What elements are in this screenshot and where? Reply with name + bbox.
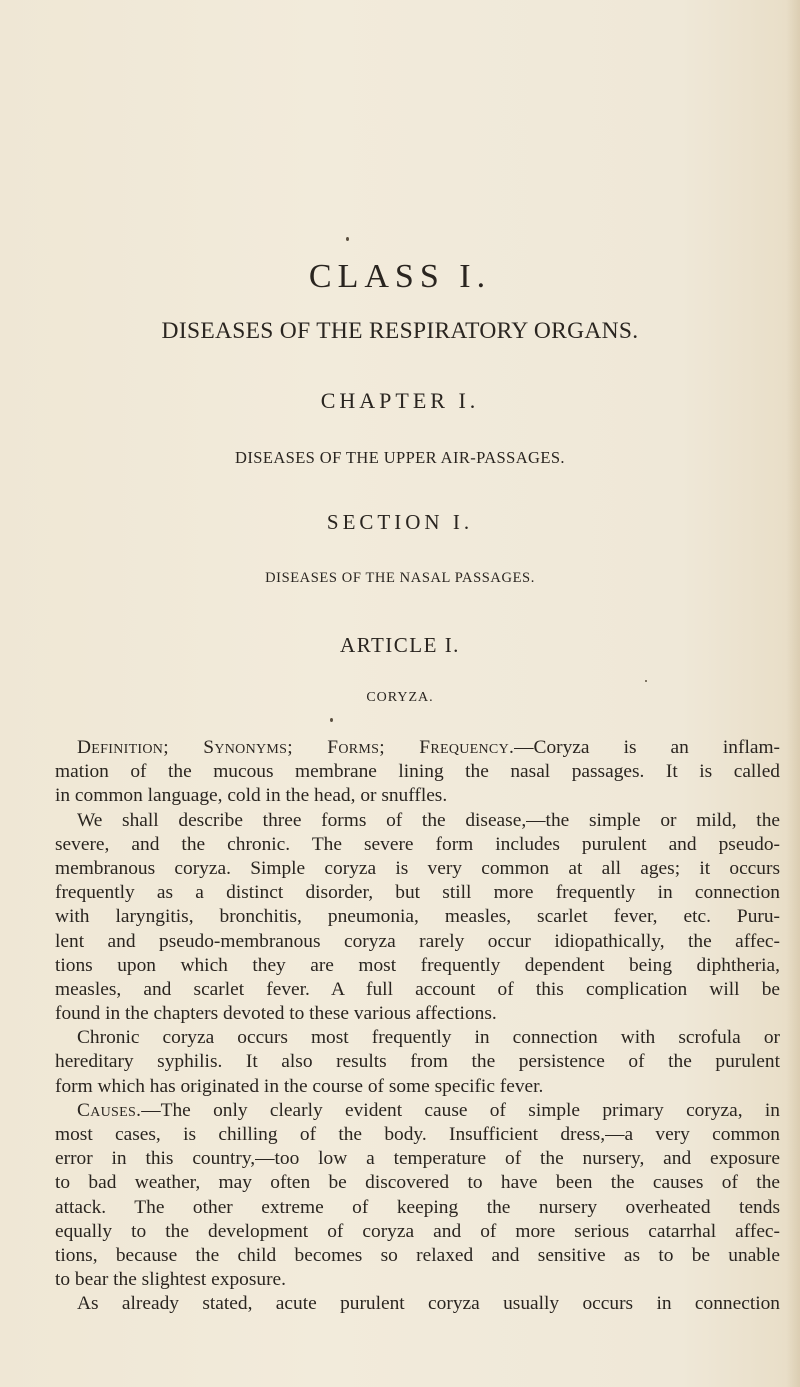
text-line: measles, and scarlet fever. A full account of this complication will be <box>55 978 780 1000</box>
text-line: mation of the mucous membrane lining the nasal passages. It is called <box>55 761 780 783</box>
text-line: tions upon which they are most frequently dependent being diphtheria, <box>55 954 780 976</box>
chapter-title: DISEASES OF THE UPPER AIR-PASSAGES. <box>235 448 565 467</box>
diseases-heading: DISEASES OF THE RESPIRATORY ORGANS. <box>161 318 639 344</box>
text-line: to bear the slightest exposure. <box>55 1269 287 1291</box>
text-line: tions, because the child becomes so relaxed and sensitive as to be unable <box>55 1244 780 1266</box>
text-line: in common language, cold in the head, or snuffles. <box>55 785 448 807</box>
article-heading: ARTICLE I. <box>340 633 460 657</box>
section-title: DISEASES OF THE NASAL PASSAGES. <box>265 570 535 586</box>
text-line: frequently as a distinct disorder, but still more frequently in connection <box>55 882 780 904</box>
text-line: to bad weather, may often be discovered to have been the causes of the <box>55 1172 780 1194</box>
text-line: error in this country,—too low a temperature of the nursery, and exposure <box>55 1148 780 1170</box>
text-line: As already stated, acute purulent coryza usually occurs in connection <box>77 1293 780 1315</box>
text-line: with laryngitis, bronchitis, pneumonia, measles, scarlet fever, etc. Puru- <box>55 906 780 928</box>
text-line: Definition; Synonyms; Forms; Frequency.—Coryza is an inflam- <box>77 737 780 758</box>
text-line: equally to the development of coryza and of more serious catarrhal affec- <box>55 1220 780 1242</box>
article-title: CORYZA. <box>366 690 434 705</box>
text-line: Chronic coryza occurs most frequently in connection with scrofula or <box>77 1027 780 1049</box>
body-text <box>55 736 780 1317</box>
definition-run-in-heading: Definition; Synonyms; Forms; Frequency. <box>77 737 515 758</box>
paper-speck <box>330 718 333 722</box>
section-heading: SECTION I. <box>326 510 474 534</box>
text-line: found in the chapters devoted to these various affections. <box>55 1003 497 1025</box>
text-line: hereditary syphilis. It also results from the persistence of the purulent <box>55 1051 780 1073</box>
chapter-heading: CHAPTER I. <box>320 388 480 413</box>
text-line: form which has originated in the course of some specific fever. <box>55 1075 544 1097</box>
paper-speck <box>645 680 647 682</box>
paper-speck <box>346 237 349 241</box>
text-line: We shall describe three forms of the disease,—the simple or mild, the <box>77 809 780 831</box>
text-line: lent and pseudo-membranous coryza rarely occur idiopathically, the affec- <box>55 930 780 952</box>
text-line: severe, and the chronic. The severe form includes purulent and pseudo- <box>55 833 780 855</box>
text-line: attack. The other extreme of keeping the nursery overheated tends <box>55 1196 780 1218</box>
text-line: Causes.—The only clearly evident cause of simple primary coryza, in <box>77 1099 780 1121</box>
causes-run-in-heading: Causes. <box>77 1099 142 1121</box>
text-line: membranous coryza. Simple coryza is very common at all ages; it occurs <box>55 857 780 879</box>
class-heading: CLASS I. <box>308 258 492 295</box>
text-line: most cases, is chilling of the body. Insufficient dress,—a very common <box>55 1124 780 1145</box>
